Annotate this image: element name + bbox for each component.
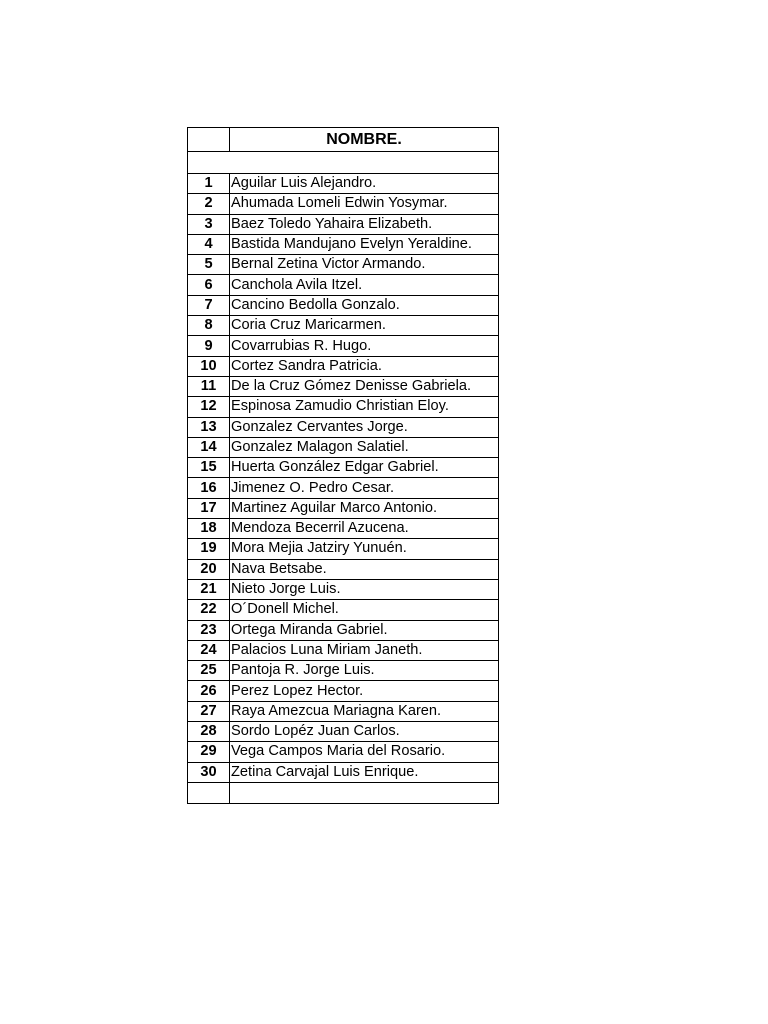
table-row <box>188 356 499 376</box>
table-row <box>188 417 499 437</box>
table-row <box>188 762 499 782</box>
table-row <box>188 640 499 660</box>
row-number: 30 <box>188 762 230 782</box>
student-name: Huerta González Edgar Gabriel. <box>230 458 499 478</box>
table-row <box>188 519 499 539</box>
student-list-sheet <box>187 127 498 804</box>
row-number: 29 <box>188 742 230 762</box>
number-column-header <box>188 128 230 152</box>
blank-row <box>188 782 499 803</box>
table-row <box>188 681 499 701</box>
blank-number-cell <box>188 782 230 803</box>
table-row <box>188 478 499 498</box>
table-row <box>188 376 499 396</box>
student-name: Jimenez O. Pedro Cesar. <box>230 478 499 498</box>
table-row <box>188 194 499 214</box>
name-column-header: NOMBRE. <box>230 128 499 152</box>
row-number: 7 <box>188 295 230 315</box>
student-name: Gonzalez Cervantes Jorge. <box>230 417 499 437</box>
row-number: 14 <box>188 437 230 457</box>
row-number: 9 <box>188 336 230 356</box>
table-row <box>188 214 499 234</box>
table-row <box>188 275 499 295</box>
student-name: Canchola Avila Itzel. <box>230 275 499 295</box>
row-number: 17 <box>188 498 230 518</box>
table-row <box>188 722 499 742</box>
table-row <box>188 620 499 640</box>
row-number: 28 <box>188 722 230 742</box>
row-number: 6 <box>188 275 230 295</box>
student-name: Ortega Miranda Gabriel. <box>230 620 499 640</box>
row-number: 19 <box>188 539 230 559</box>
table-row <box>188 255 499 275</box>
student-name: Raya Amezcua Mariagna Karen. <box>230 701 499 721</box>
header-row <box>188 128 499 152</box>
blank-name-cell <box>230 782 499 803</box>
student-name: Sordo Lopéz Juan Carlos. <box>230 722 499 742</box>
student-name: Ahumada Lomeli Edwin Yosymar. <box>230 194 499 214</box>
row-number: 1 <box>188 174 230 194</box>
row-number: 15 <box>188 458 230 478</box>
table-row <box>188 661 499 681</box>
row-number: 16 <box>188 478 230 498</box>
student-name: Cortez Sandra Patricia. <box>230 356 499 376</box>
student-name: Baez Toledo Yahaira Elizabeth. <box>230 214 499 234</box>
table-row <box>188 539 499 559</box>
student-name: Perez Lopez Hector. <box>230 681 499 701</box>
student-name: Espinosa Zamudio Christian Eloy. <box>230 397 499 417</box>
student-name: Cancino Bedolla Gonzalo. <box>230 295 499 315</box>
student-name: Mora Mejia Jatziry Yunuén. <box>230 539 499 559</box>
row-number: 22 <box>188 600 230 620</box>
table-row <box>188 458 499 478</box>
row-number: 18 <box>188 519 230 539</box>
student-name: O´Donell Michel. <box>230 600 499 620</box>
footer-section <box>188 782 499 803</box>
student-name: Pantoja R. Jorge Luis. <box>230 661 499 681</box>
row-number: 24 <box>188 640 230 660</box>
student-name: Coria Cruz Maricarmen. <box>230 316 499 336</box>
student-name: Nieto Jorge Luis. <box>230 579 499 599</box>
student-name: Martinez Aguilar Marco Antonio. <box>230 498 499 518</box>
table-row <box>188 579 499 599</box>
row-number: 27 <box>188 701 230 721</box>
table-row <box>188 234 499 254</box>
row-number: 10 <box>188 356 230 376</box>
row-number: 3 <box>188 214 230 234</box>
student-name: De la Cruz Gómez Denisse Gabriela. <box>230 376 499 396</box>
student-name: Mendoza Becerril Azucena. <box>230 519 499 539</box>
row-number: 5 <box>188 255 230 275</box>
student-name: Zetina Carvajal Luis Enrique. <box>230 762 499 782</box>
table-row <box>188 559 499 579</box>
row-number: 4 <box>188 234 230 254</box>
spacer-row <box>188 152 499 174</box>
row-number: 23 <box>188 620 230 640</box>
student-name: Aguilar Luis Alejandro. <box>230 174 499 194</box>
student-rows <box>188 174 499 783</box>
table-row <box>188 498 499 518</box>
spacer-cell <box>188 152 499 174</box>
table-row <box>188 701 499 721</box>
student-name: Bernal Zetina Victor Armando. <box>230 255 499 275</box>
spacer-section <box>188 152 499 174</box>
row-number: 21 <box>188 579 230 599</box>
row-number: 26 <box>188 681 230 701</box>
student-name: Nava Betsabe. <box>230 559 499 579</box>
table-row <box>188 742 499 762</box>
table-row <box>188 600 499 620</box>
table-row <box>188 295 499 315</box>
student-name: Covarrubias R. Hugo. <box>230 336 499 356</box>
student-name: Palacios Luna Miriam Janeth. <box>230 640 499 660</box>
table-row <box>188 437 499 457</box>
row-number: 20 <box>188 559 230 579</box>
row-number: 11 <box>188 376 230 396</box>
row-number: 2 <box>188 194 230 214</box>
row-number: 12 <box>188 397 230 417</box>
table-row <box>188 336 499 356</box>
student-name: Bastida Mandujano Evelyn Yeraldine. <box>230 234 499 254</box>
row-number: 13 <box>188 417 230 437</box>
table-row <box>188 316 499 336</box>
row-number: 25 <box>188 661 230 681</box>
table-header <box>188 128 499 152</box>
student-table <box>187 127 499 804</box>
table-row <box>188 174 499 194</box>
row-number: 8 <box>188 316 230 336</box>
student-name: Vega Campos Maria del Rosario. <box>230 742 499 762</box>
table-row <box>188 397 499 417</box>
student-name: Gonzalez Malagon Salatiel. <box>230 437 499 457</box>
